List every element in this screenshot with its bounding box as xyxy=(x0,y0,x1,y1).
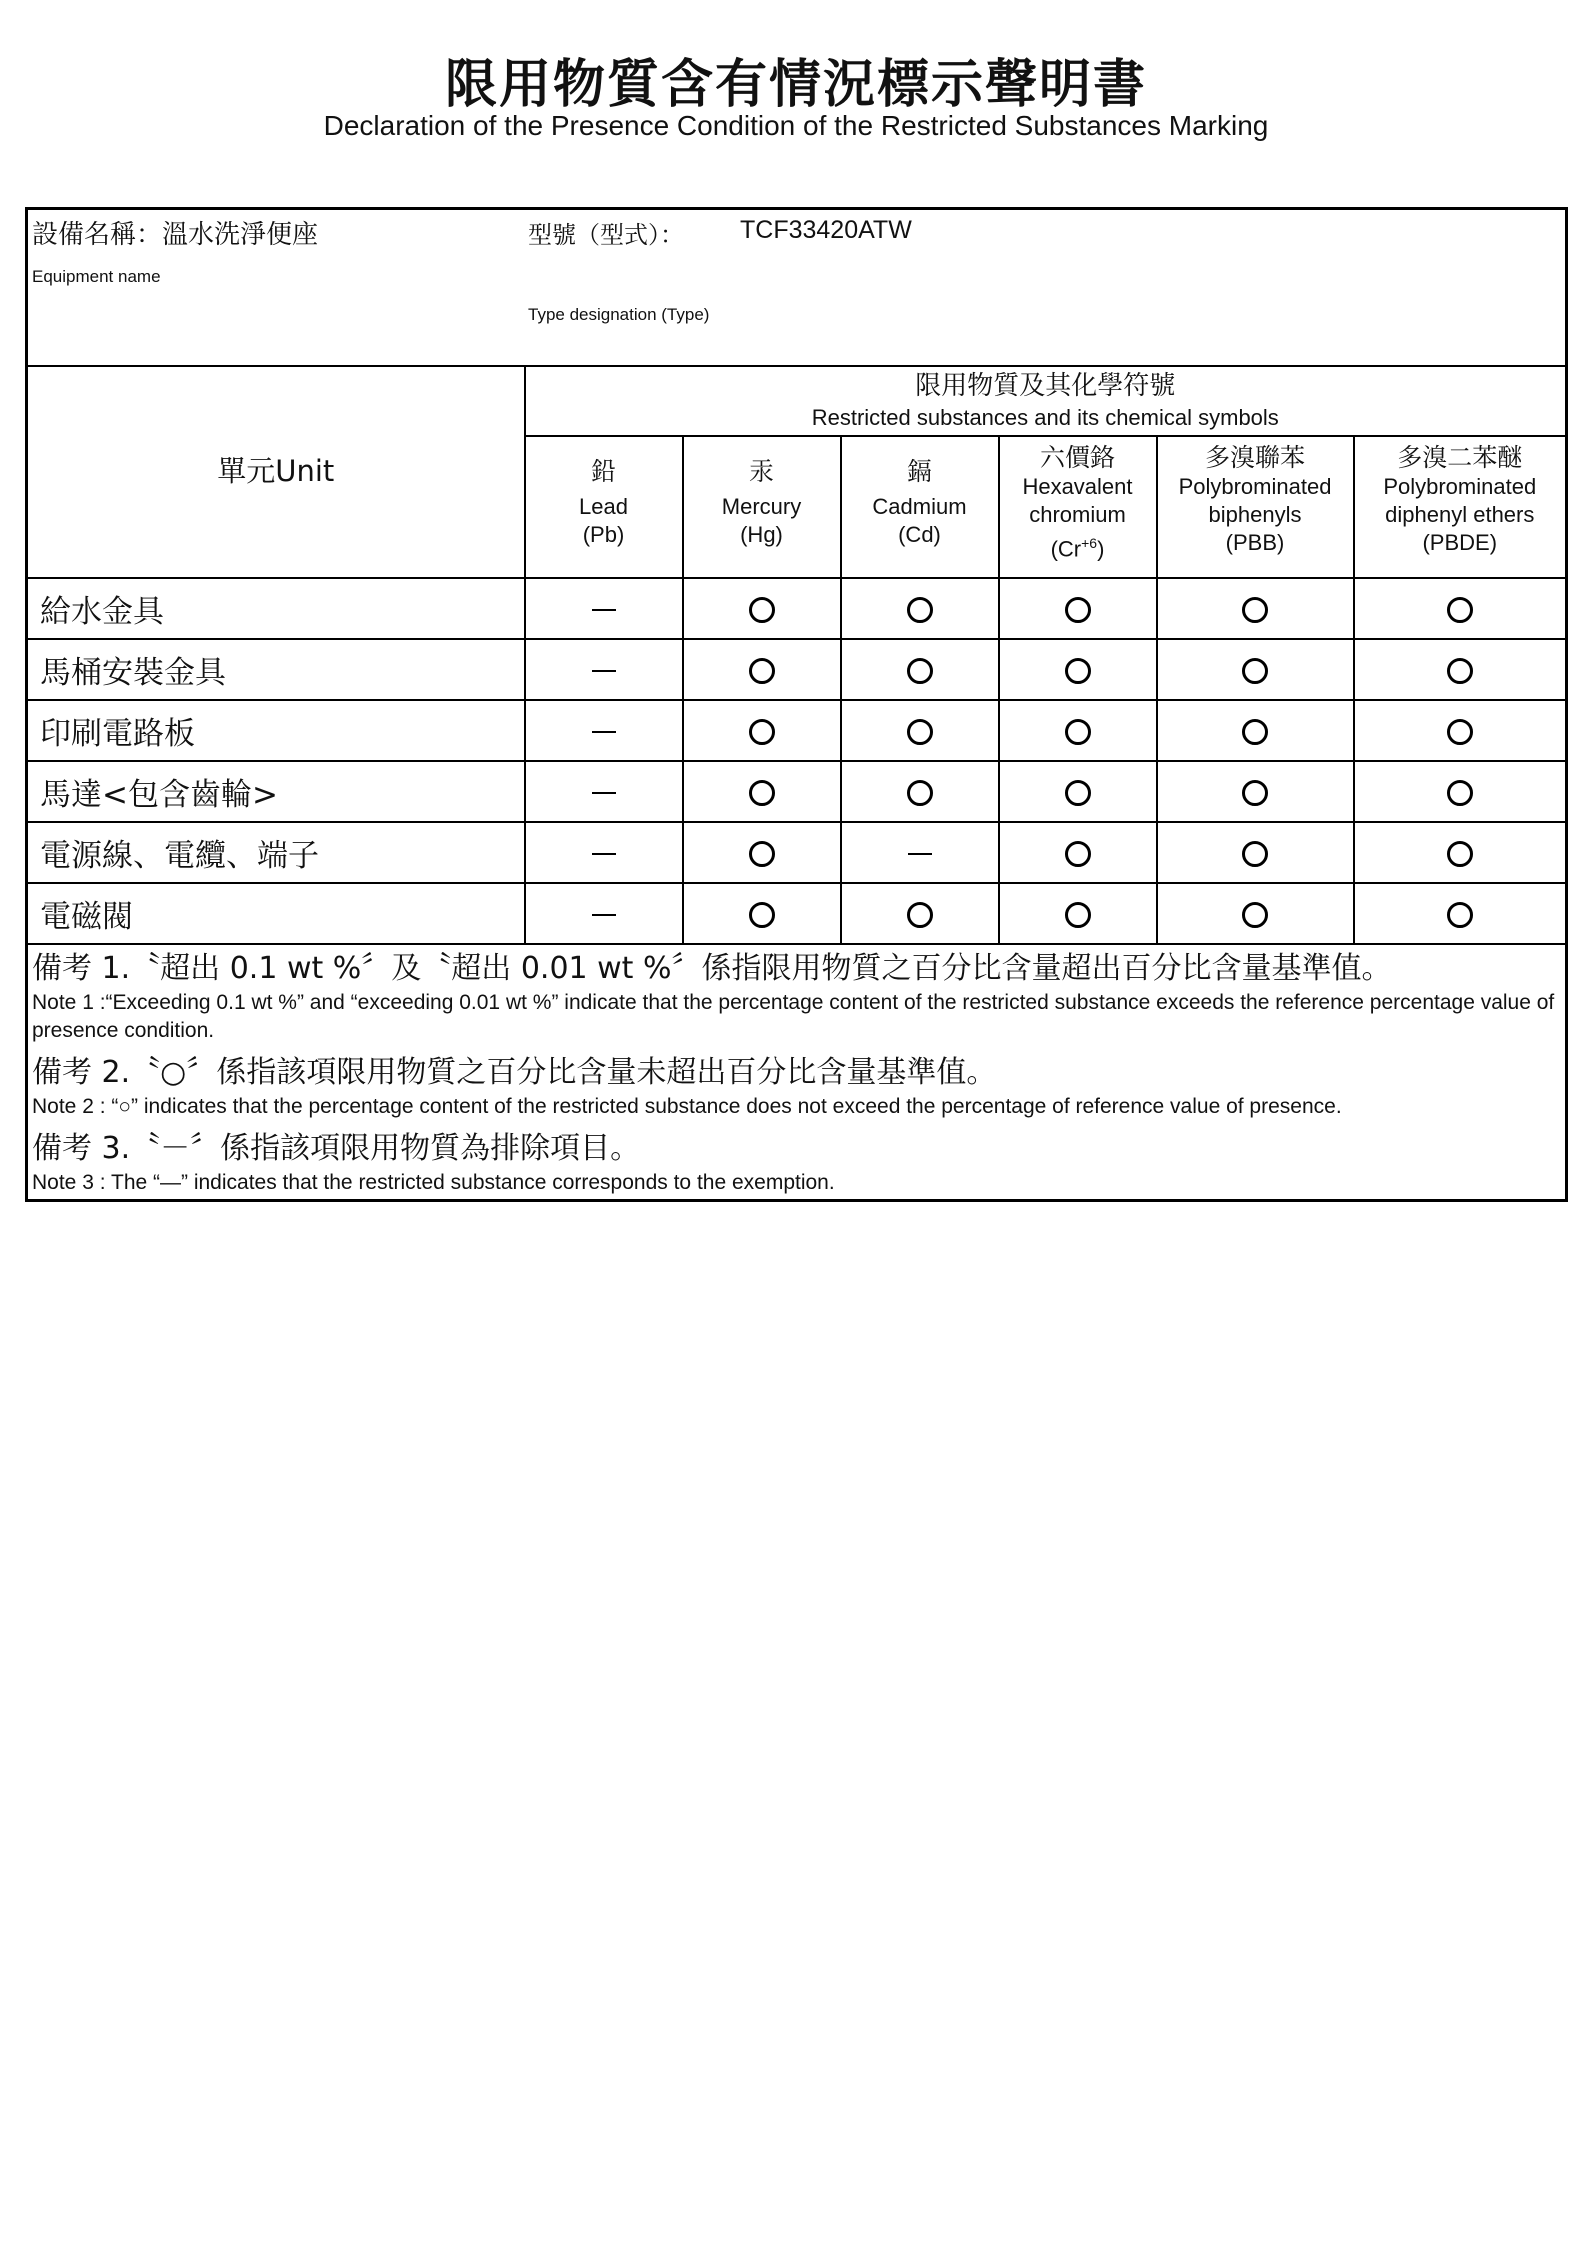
status-cell xyxy=(1157,639,1354,700)
substance-header-0 xyxy=(525,436,683,578)
document-subtitle: Declaration of the Presence Condition of the Restricted Substances Marking xyxy=(323,110,1269,141)
substance-name-en: (Cd) xyxy=(898,522,941,547)
type-designation-label-zh: 型號（型式）： xyxy=(528,221,684,249)
circle-icon xyxy=(1065,841,1091,867)
type-designation-label-en: Type designation (Type) xyxy=(528,305,710,324)
status-cell xyxy=(683,639,841,700)
substance-header-2 xyxy=(841,436,999,578)
substance-symbol xyxy=(1000,529,1156,563)
status-cell xyxy=(999,700,1157,761)
unit-header: 單元Unit xyxy=(27,366,525,578)
unit-label: 馬達<包含齒輪> xyxy=(27,761,525,822)
circle-icon xyxy=(1242,780,1268,806)
substance-name-en: diphenyl ethers xyxy=(1385,502,1535,527)
status-cell xyxy=(683,883,841,944)
status-cell xyxy=(683,761,841,822)
substance-name-en: chromium xyxy=(1029,502,1126,527)
circle-icon xyxy=(1447,597,1473,623)
circle-icon xyxy=(749,841,775,867)
dash-icon xyxy=(592,609,616,611)
substance-name-en: Cadmium xyxy=(872,494,967,519)
substance-header-1 xyxy=(683,436,841,578)
note-text-en: Note 1 :“Exceeding 0.1 wt %” and “exceeding 0.01 wt %” indicate that the percentage content of the restricted substance exceeds the reference percentage value of presence condition. xyxy=(32,991,1555,1042)
dash-icon xyxy=(592,792,616,794)
substance-symbol-superscript: +6 xyxy=(1081,535,1098,551)
substance-name-en: (Pb) xyxy=(582,522,625,547)
table-row xyxy=(27,639,1567,700)
status-cell xyxy=(999,578,1157,639)
status-cell xyxy=(999,639,1157,700)
declaration-table xyxy=(25,207,1568,1202)
circle-icon xyxy=(1447,902,1473,928)
substance-name-en: (Hg) xyxy=(740,522,783,547)
status-cell xyxy=(1354,578,1567,639)
status-cell xyxy=(1354,883,1567,944)
status-cell xyxy=(841,822,999,883)
substance-name-zh: 鎘 xyxy=(906,457,932,486)
substance-name-zh: 六價鉻 xyxy=(1039,443,1115,472)
note-1 xyxy=(32,949,1561,1045)
substance-name-zh: 汞 xyxy=(748,457,774,486)
circle-icon xyxy=(1065,658,1091,684)
type-designation-value: TCF33420ATW xyxy=(740,216,912,244)
substance-header-3 xyxy=(999,436,1157,578)
substance-name-en: (PBB) xyxy=(1225,530,1285,555)
status-cell xyxy=(999,761,1157,822)
note-text-en: Note 2 : “○” indicates that the percentage content of the restricted substance does not exceed the percentage of reference value of presence. xyxy=(32,1095,1342,1118)
note-2 xyxy=(32,1053,1561,1121)
status-cell xyxy=(525,578,683,639)
substance-name-en: (PBDE) xyxy=(1422,530,1498,555)
substance-name-en: Polybrominated xyxy=(1178,474,1332,499)
circle-icon xyxy=(1065,780,1091,806)
table-row xyxy=(27,700,1567,761)
substance-name-en: Mercury xyxy=(721,494,802,519)
circle-icon xyxy=(749,719,775,745)
circle-icon xyxy=(1065,719,1091,745)
equipment-name-label-en: Equipment name xyxy=(32,267,161,286)
unit-label: 電源線、電纜、端子 xyxy=(27,822,525,883)
status-cell xyxy=(1354,700,1567,761)
unit-label: 馬桶安裝金具 xyxy=(27,639,525,700)
status-cell xyxy=(1354,639,1567,700)
status-cell xyxy=(841,578,999,639)
equipment-info-cell xyxy=(27,209,1567,367)
status-cell xyxy=(683,822,841,883)
note-text-zh: 備考 2.〝○〞係指該項限用物質之百分比含量未超出百分比含量基準值。 xyxy=(32,1055,997,1090)
circle-icon xyxy=(907,658,933,684)
status-cell xyxy=(1157,700,1354,761)
circle-icon xyxy=(1065,597,1091,623)
substance-name-en: biphenyls xyxy=(1208,502,1302,527)
circle-icon xyxy=(907,902,933,928)
status-cell xyxy=(683,700,841,761)
status-cell xyxy=(1354,822,1567,883)
circle-icon xyxy=(1242,902,1268,928)
note-3 xyxy=(32,1129,1561,1197)
substance-name-en: Lead xyxy=(579,494,628,519)
circle-icon xyxy=(749,780,775,806)
substance-header-4 xyxy=(1157,436,1354,578)
substance-symbol-base: (Cr xyxy=(1050,536,1082,562)
substance-name-en: Polybrominated xyxy=(1383,474,1537,499)
status-cell xyxy=(525,761,683,822)
status-cell xyxy=(841,761,999,822)
status-cell xyxy=(999,822,1157,883)
status-cell xyxy=(1157,761,1354,822)
substance-header-5 xyxy=(1354,436,1567,578)
circle-icon xyxy=(1447,719,1473,745)
dash-icon xyxy=(592,914,616,916)
dash-icon xyxy=(592,670,616,672)
status-cell xyxy=(1157,883,1354,944)
note-text-en: Note 3 : The “—” indicates that the restricted substance corresponds to the exemption. xyxy=(32,1171,835,1194)
dash-icon xyxy=(592,853,616,855)
table-row xyxy=(27,761,1567,822)
circle-icon xyxy=(1242,841,1268,867)
substance-name-zh: 多溴二苯醚 xyxy=(1397,443,1523,472)
status-cell xyxy=(525,639,683,700)
dash-icon xyxy=(592,731,616,733)
unit-label: 給水金具 xyxy=(27,578,525,639)
circle-icon xyxy=(1065,902,1091,928)
status-cell xyxy=(683,578,841,639)
circle-icon xyxy=(907,780,933,806)
document-title: 限用物質含有情況標示聲明書 xyxy=(444,55,1147,115)
substance-symbol-end: ) xyxy=(1097,536,1105,562)
circle-icon xyxy=(907,719,933,745)
circle-icon xyxy=(1447,658,1473,684)
note-text-zh: 備考 3.〝－〞係指該項限用物質為排除項目。 xyxy=(32,1131,641,1166)
status-cell xyxy=(841,639,999,700)
status-cell xyxy=(1354,761,1567,822)
equipment-name-label-zh: 設備名稱：溫水洗淨便座 xyxy=(32,220,319,250)
circle-icon xyxy=(749,902,775,928)
status-cell xyxy=(841,700,999,761)
status-cell xyxy=(525,822,683,883)
substance-name-en: Hexavalent xyxy=(1022,474,1133,499)
table-row xyxy=(27,822,1567,883)
status-cell xyxy=(1157,578,1354,639)
status-cell xyxy=(999,883,1157,944)
restricted-substances-header-zh: 限用物質及其化學符號 xyxy=(915,371,1176,401)
circle-icon xyxy=(1242,719,1268,745)
dash-icon xyxy=(908,853,932,855)
note-text-zh: 備考 1.〝超出 0.1 wt %〞及〝超出 0.01 wt %〞係指限用物質之百分比含量超出百分比含量基準值。 xyxy=(32,951,1392,986)
status-cell xyxy=(525,700,683,761)
circle-icon xyxy=(1447,841,1473,867)
substance-name-zh: 鉛 xyxy=(590,457,616,486)
circle-icon xyxy=(907,597,933,623)
table-row xyxy=(27,883,1567,944)
substance-name-zh: 多溴聯苯 xyxy=(1204,443,1305,472)
circle-icon xyxy=(1447,780,1473,806)
circle-icon xyxy=(1242,597,1268,623)
restricted-substances-header xyxy=(525,366,1567,436)
circle-icon xyxy=(749,658,775,684)
restricted-substances-header-en: Restricted substances and its chemical symbols xyxy=(811,405,1279,430)
status-cell xyxy=(1157,822,1354,883)
table-row xyxy=(27,578,1567,639)
status-cell xyxy=(841,883,999,944)
status-cell xyxy=(525,883,683,944)
unit-label: 電磁閥 xyxy=(27,883,525,944)
unit-label: 印刷電路板 xyxy=(27,700,525,761)
notes-row xyxy=(27,944,1567,1201)
notes-cell xyxy=(27,944,1567,1201)
circle-icon xyxy=(749,597,775,623)
circle-icon xyxy=(1242,658,1268,684)
